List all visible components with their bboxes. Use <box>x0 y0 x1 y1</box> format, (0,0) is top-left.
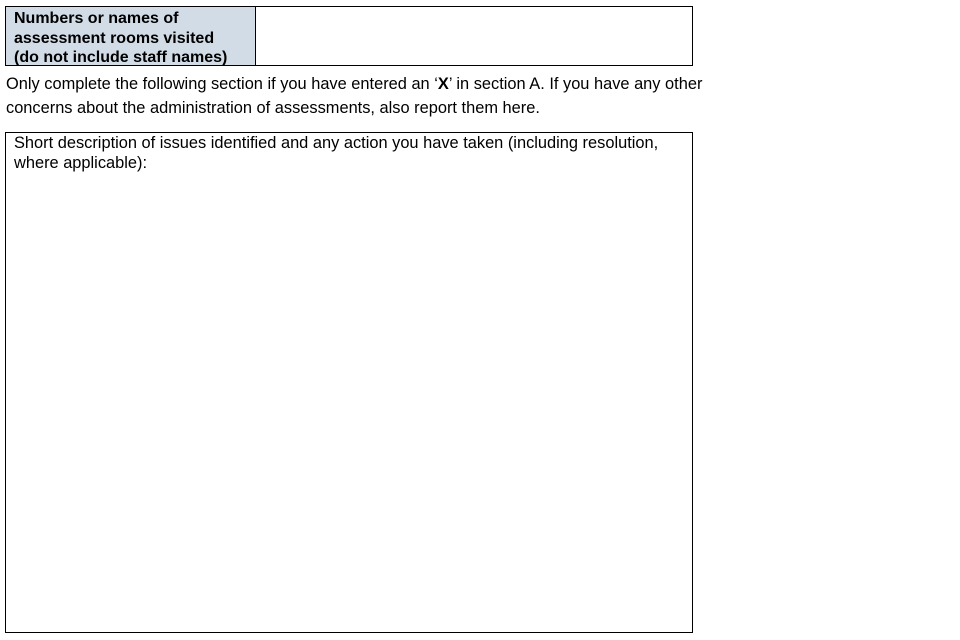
rooms-visited-label <box>6 7 256 65</box>
instruction-text-end: ’ in section A. If you have any other concerns about the administration of assessments, also report them here. <box>6 75 703 117</box>
rooms-visited-field[interactable] <box>256 7 692 65</box>
issues-description-label: Short description of issues identified and any action you have taken (including resolution, where applicable): <box>14 134 659 172</box>
rooms-visited-table <box>5 6 693 66</box>
instruction-text-start: Only complete the following section if you have entered an ‘ <box>6 75 438 93</box>
rooms-visited-label-line-1: Numbers or names of <box>14 10 179 27</box>
rooms-visited-label-line-3: (do not include staff names) <box>14 49 228 66</box>
section-a-mark: X <box>437 75 449 93</box>
section-instruction <box>6 73 706 120</box>
issues-description-field[interactable] <box>5 132 693 633</box>
rooms-visited-label-line-2: assessment rooms visited <box>14 29 215 47</box>
